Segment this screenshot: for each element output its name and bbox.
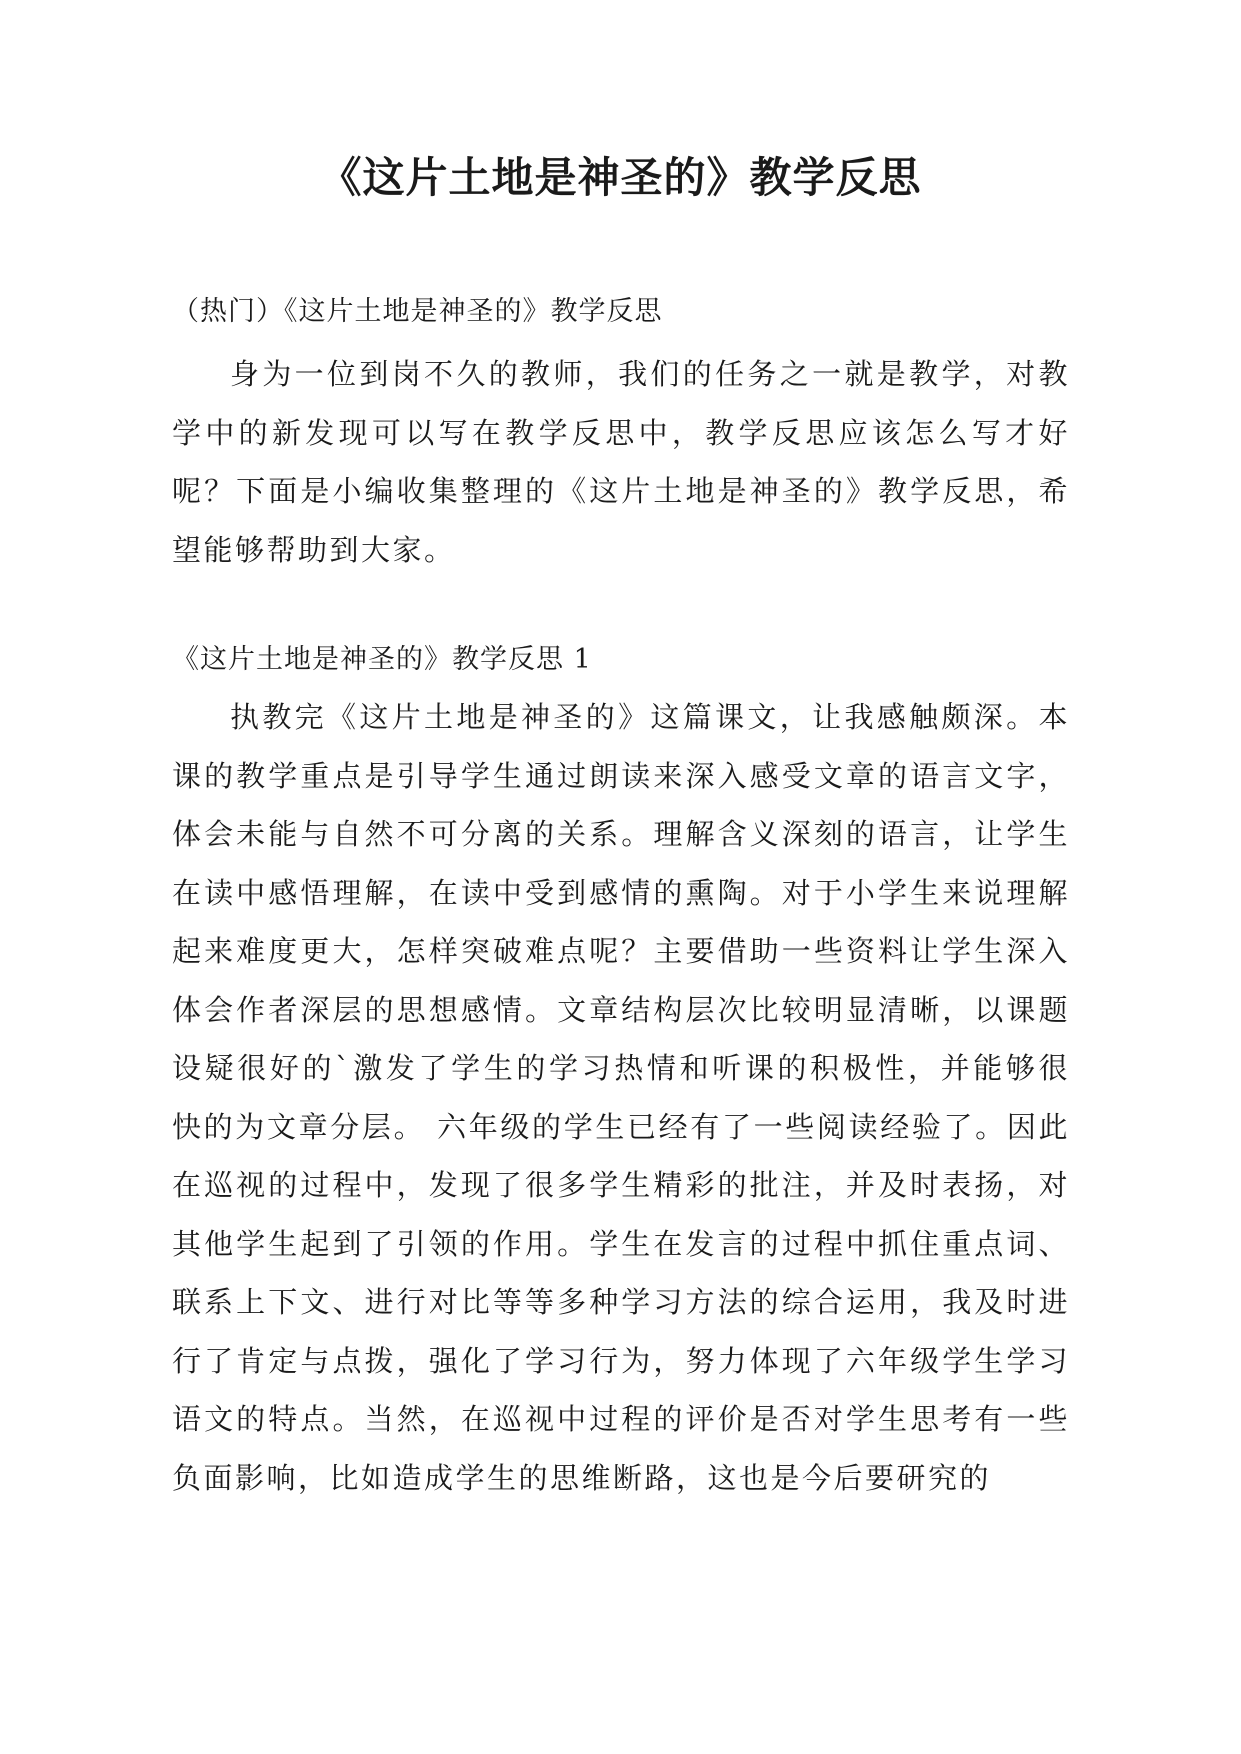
document-subtitle: （热门）《这片土地是神圣的》教学反思 [172,296,663,327]
document-title: 《这片土地是神圣的》教学反思 [319,153,922,202]
section-1-paragraph: 执教完《这片土地是神圣的》这篇课文，让我感触颇深。本课的教学重点是引导学生通过朗读来深入感受文章的语言文字，体会未能与自然不可分离的关系。理解含义深刻的语言，让学生在读中感悟理解，在读中受到感情的熏陶。对于小学生来说理解起来难度更大，怎样突破难点呢？主要借助一些资料让学生深入体会作者深层的思想感情。文章结构层次比较明显清晰，以课题设疑很好的`激发了学生的学习热情和听课的积极性，并能够很快的为文章分层。 六年级的学生已经有了一些阅读经验了。因此在巡视的过程中，发现了很多学生精彩的批注，并及时表扬，对其他学生起到了引领的作用。学生在发言的过程中抓住重点词、联系上下文、进行对比等等多种学习方法的综合运用，我及时进行了肯定与点拨，强化了学习行为，努力体现了六年级学生学习语文的特点。当然，在巡视中过程的评价是否对学生思考有一些负面影响，比如造成学生的思维断路，这也是今后要研究的 [172,700,1070,1495]
intro-paragraph: 身为一位到岗不久的教师，我们的任务之一就是教学，对教学中的新发现可以写在教学反思中，教学反思应该怎么写才好呢？下面是小编收集整理的《这片土地是神圣的》教学反思，希望能够帮助到大家。 [172,357,1070,567]
section-1-heading: 《这片土地是神圣的》教学反思 1 [172,644,592,675]
